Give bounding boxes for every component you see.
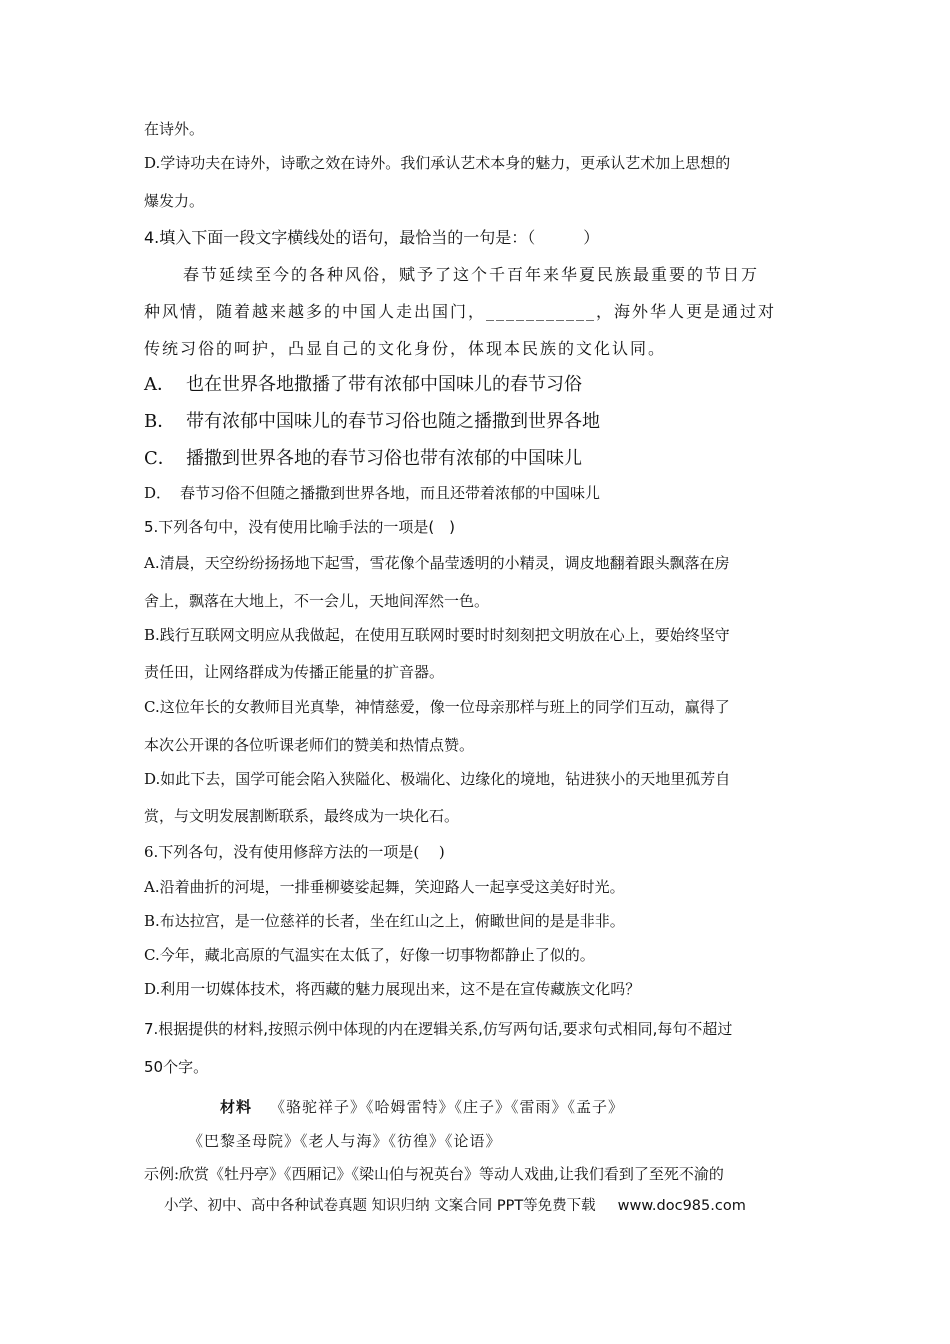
material-books: 《骆驼祥子》《哈姆雷特》《庄子》《雷雨》《孟子》: [270, 1098, 625, 1116]
option-letter: A．: [144, 374, 175, 395]
option-b: [144, 407, 600, 433]
option-b: B.布达拉宫，是一位慈祥的长者，坐在红山之上，俯瞰世间的是是非非。: [144, 912, 625, 930]
option-text: 春节习俗不但随之播撒到世界各地，而且还带着浓郁的中国味儿: [180, 484, 601, 502]
option-a-line: 舍上，飘落在大地上，不一会儿，天地间浑然一色。: [144, 592, 490, 610]
example-line: 示例:欣赏《牡丹亭》《西厢记》《梁山伯与祝英台》等动人戏曲,让我们看到了至死不渝的: [144, 1165, 724, 1183]
option-d: D.利用一切媒体技术，将西藏的魅力展现出来，这不是在宣传藏族文化吗？: [144, 980, 641, 998]
option-d: [144, 482, 600, 503]
question-7: 7.根据提供的材料,按照示例中体现的内在逻辑关系,仿写两句话,要求句式相同,每句不超过: [144, 1020, 733, 1038]
question-4: 4.填入下面一段文字横线处的语句，最恰当的一句是：（ ）: [144, 228, 600, 247]
text-line: 爆发力。: [144, 192, 205, 210]
option-letter: C．: [144, 448, 176, 469]
passage-line: 春节延续至今的各种风俗，赋予了这个千百年来华夏民族最重要的节日万: [183, 265, 760, 284]
material-line: [220, 1096, 624, 1117]
passage-line: 传统习俗的呵护，凸显自己的文化身份，体现本民族的文化认同。: [144, 339, 667, 358]
option-c-line: 本次公开课的各位听课老师们的赞美和热情点赞。: [144, 736, 475, 754]
material-line: 《巴黎圣母院》《老人与海》《彷徨》《论语》: [188, 1132, 502, 1150]
option-letter: B．: [144, 411, 176, 432]
option-c-line: C.这位年长的女教师目光真挚，神情慈爱，像一位母亲那样与班上的同学们互动，赢得了: [144, 698, 730, 716]
option-d-line: D.学诗功夫在诗外，诗歌之效在诗外。我们承认艺术本身的魅力，更承认艺术加上思想的: [144, 154, 731, 172]
option-letter: D．: [144, 484, 172, 502]
option-d-line: 赏，与文明发展割断联系，最终成为一块化石。: [144, 807, 460, 825]
question-7-line: 50个字。: [144, 1058, 209, 1076]
footer: [164, 1194, 746, 1215]
question-6: 6.下列各句，没有使用修辞方法的一项是( ): [144, 843, 445, 861]
text-line: 在诗外。: [144, 120, 205, 138]
option-text: 带有浓郁中国味儿的春节习俗也随之播撒到世界各地: [186, 411, 600, 432]
option-a: A.沿着曲折的河堤，一排垂柳婆娑起舞，笑迎路人一起享受这美好时光。: [144, 878, 625, 896]
option-c: C.今年，藏北高原的气温实在太低了，好像一切事物都静止了似的。: [144, 946, 595, 964]
passage-line: 种风情，随着越来越多的中国人走出国门，___________，海外华人更是通过对: [144, 302, 777, 321]
footer-link[interactable]: www.doc985.com: [617, 1198, 746, 1214]
option-a: [144, 370, 582, 396]
option-text: 也在世界各地撒播了带有浓郁中国味儿的春节习俗: [186, 374, 582, 395]
question-5: 5.下列各句中，没有使用比喻手法的一项是( ): [144, 518, 456, 536]
option-b-line: 责任田，让网络群成为传播正能量的扩音器。: [144, 663, 445, 681]
footer-text: 小学、初中、高中各种试卷真题 知识归纳 文案合同 PPT等免费下载: [164, 1198, 596, 1214]
option-d-line: D.如此下去，国学可能会陷入狭隘化、极端化、边缘化的境地，钻进狭小的天地里孤芳自: [144, 770, 731, 788]
option-c: [144, 444, 582, 470]
material-label: 材料: [220, 1098, 253, 1116]
option-b-line: B.践行互联网文明应从我做起，在使用互联网时要时时刻刻把文明放在心上，要始终坚守: [144, 626, 730, 644]
option-text: 播撒到世界各地的春节习俗也带有浓郁的中国味儿: [186, 448, 582, 469]
option-a-line: A.清晨，天空纷纷扬扬地下起雪，雪花像个晶莹透明的小精灵，调皮地翻着跟头飘落在房: [144, 554, 730, 572]
